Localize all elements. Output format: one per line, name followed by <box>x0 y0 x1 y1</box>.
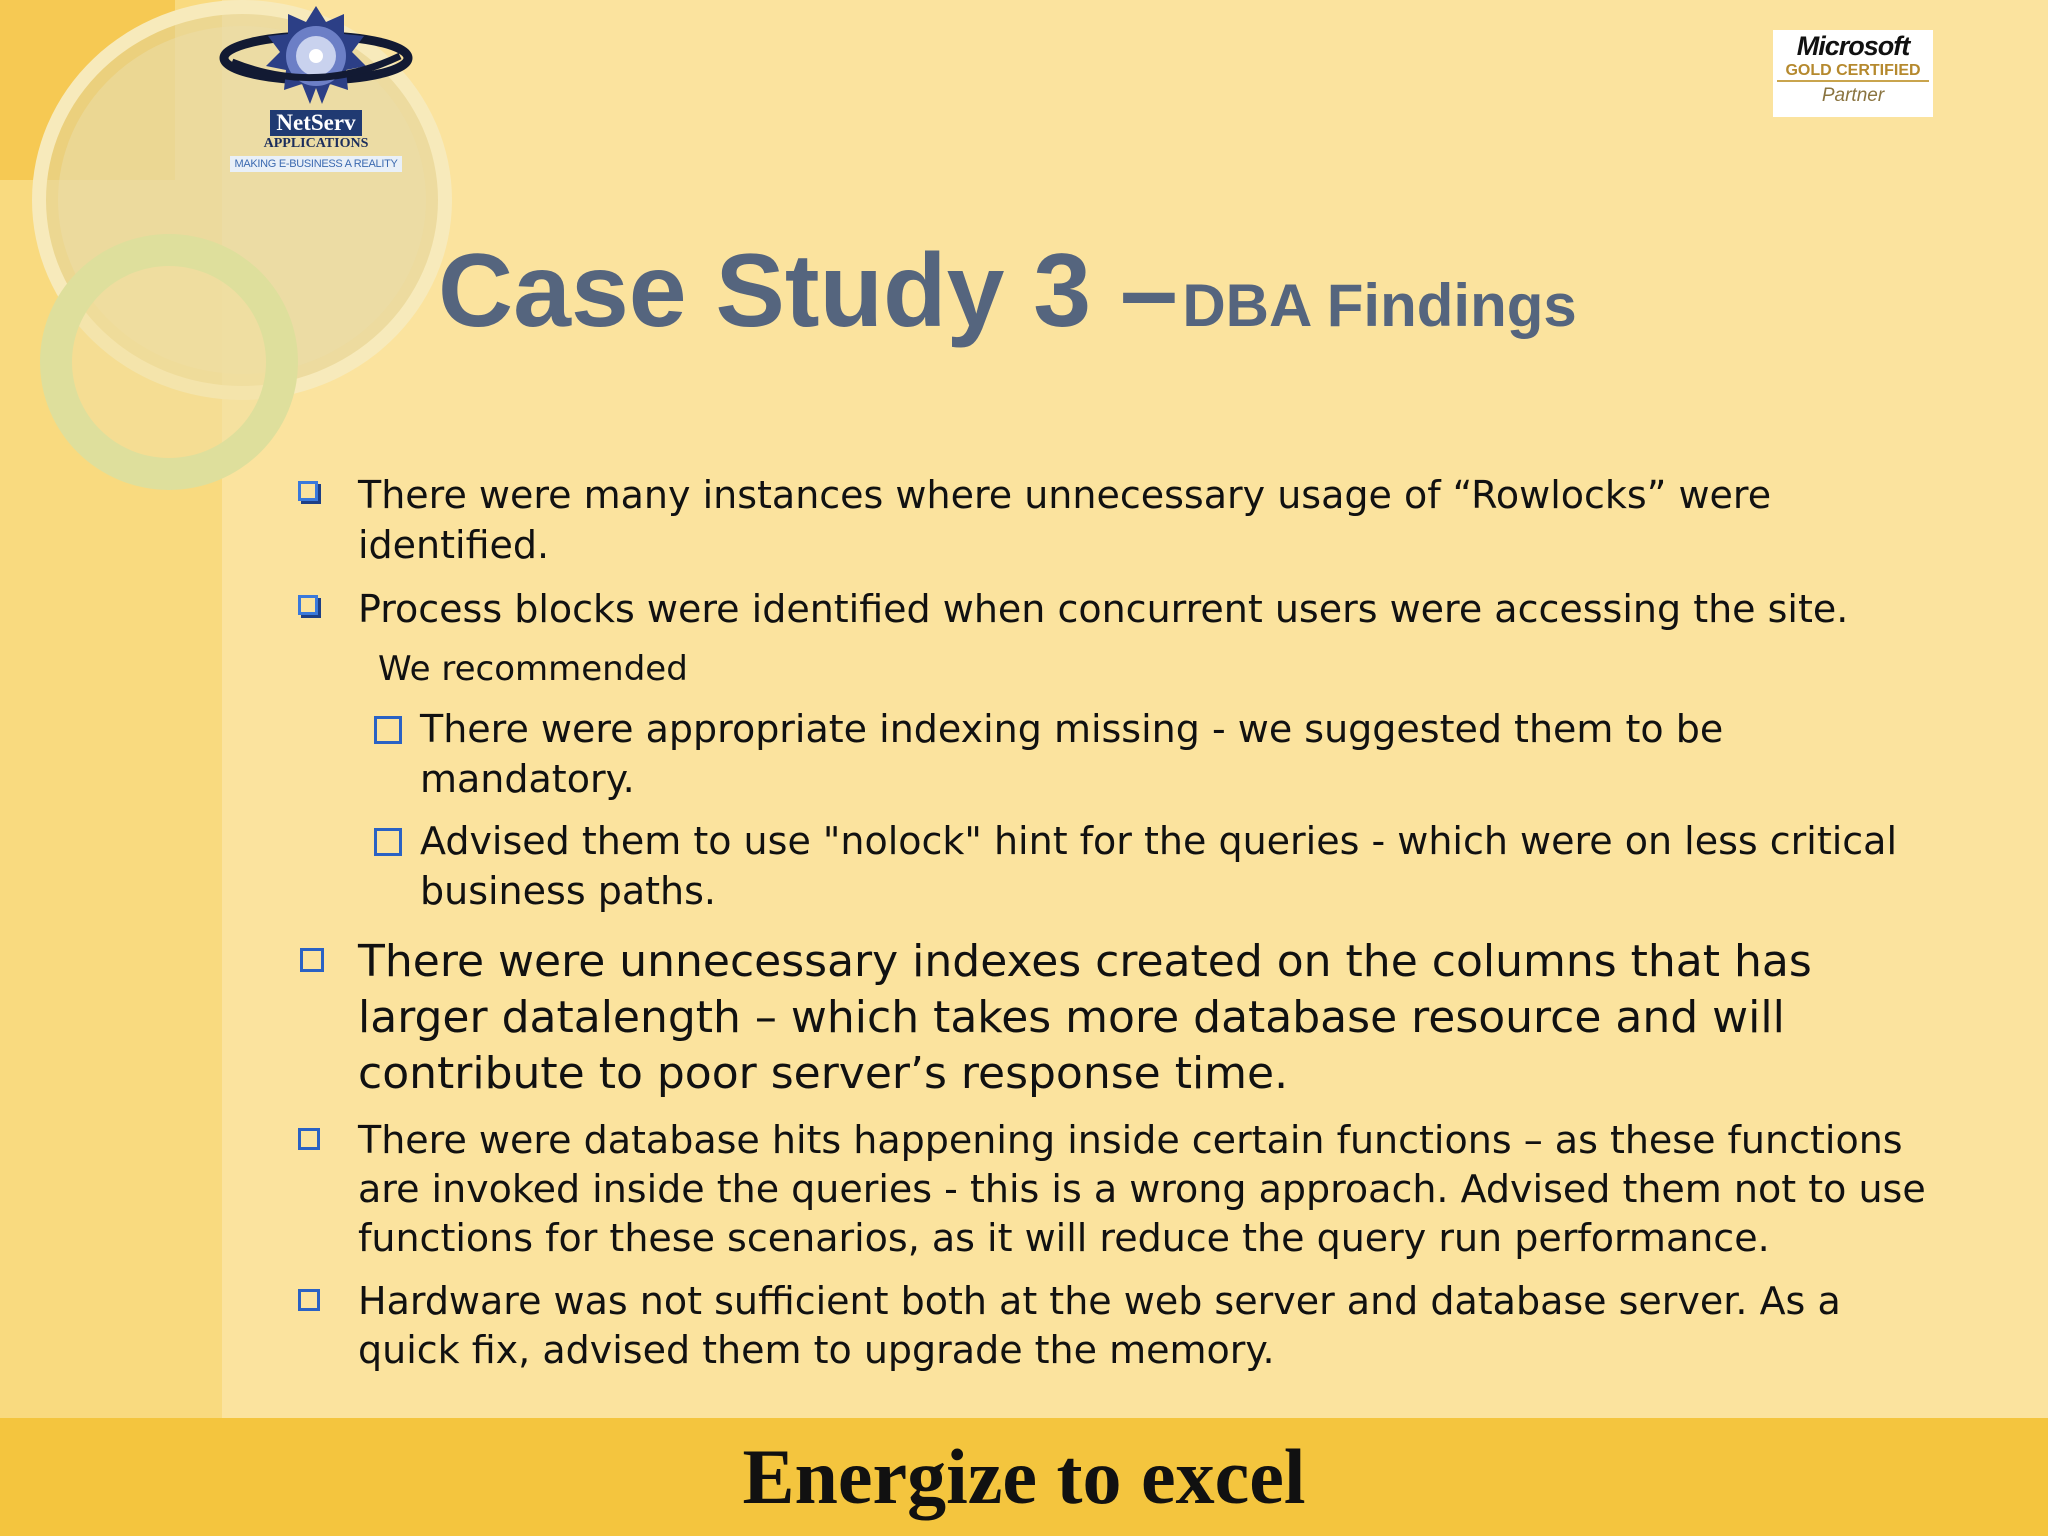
square-bullet-icon <box>300 948 324 972</box>
bullet-text: Hardware was not sufficient both at the web server and database server. As a quick fix, advised them to upgrade the memory. <box>358 1279 1841 1372</box>
netserv-logo <box>218 0 414 182</box>
netserv-emblem-icon <box>218 0 414 112</box>
checkbox-bullet-icon <box>298 595 318 615</box>
bullet-list <box>290 470 1950 1375</box>
logo-tagline: MAKING E-BUSINESS A REALITY <box>230 156 401 172</box>
title-main: Case Study 3 – <box>438 233 1178 349</box>
slide-title <box>438 232 1838 351</box>
title-sub: DBA Findings <box>1182 272 1577 339</box>
footer-slogan: Energize to excel <box>742 1433 1306 1520</box>
logo-name: NetServ <box>270 110 361 136</box>
list-item <box>290 934 1950 1102</box>
bullet-text: Advised them to use "nolock" hint for the queries - which were on less critical business paths. <box>420 819 1898 913</box>
logo-subtitle: APPLICATIONS <box>263 136 369 151</box>
ms-partner-level: Partner <box>1821 85 1885 106</box>
ms-certification: GOLD CERTIFIED <box>1777 62 1929 82</box>
ms-brand: Microsoft <box>1796 31 1910 61</box>
square-bullet-icon <box>374 716 402 744</box>
bullet-text: There were unnecessary indexes created on the columns that has larger datalength – which takes more database resource and will contribute to poor server’s response time. <box>358 936 1812 1099</box>
checkbox-bullet-icon <box>298 481 318 501</box>
list-item <box>290 704 1950 804</box>
square-bullet-icon <box>298 1128 320 1150</box>
list-item <box>290 1277 1950 1375</box>
list-item <box>290 584 1950 634</box>
bullet-text: There were many instances where unnecessary usage of “Rowlocks” were identified. <box>358 473 1772 567</box>
list-item <box>290 470 1950 570</box>
square-bullet-icon <box>374 828 402 856</box>
bullet-text: There were database hits happening inside certain functions – as these functions are invoked inside the queries - this is a wrong approach. Advised them not to use functions for these scenarios, as it will reduce the query run performance. <box>358 1118 1926 1260</box>
square-bullet-icon <box>298 1289 320 1311</box>
list-item <box>290 1116 1950 1263</box>
list-item <box>290 816 1950 916</box>
recommended-label: We recommended <box>378 649 688 689</box>
microsoft-partner-badge <box>1773 30 1933 117</box>
decor-ring-small <box>40 234 298 490</box>
bullet-text: Process blocks were identified when concurrent users were accessing the site. <box>358 587 1849 631</box>
footer-bar <box>0 1418 2048 1536</box>
bullet-text: There were appropriate indexing missing - we suggested them to be mandatory. <box>420 707 1724 801</box>
